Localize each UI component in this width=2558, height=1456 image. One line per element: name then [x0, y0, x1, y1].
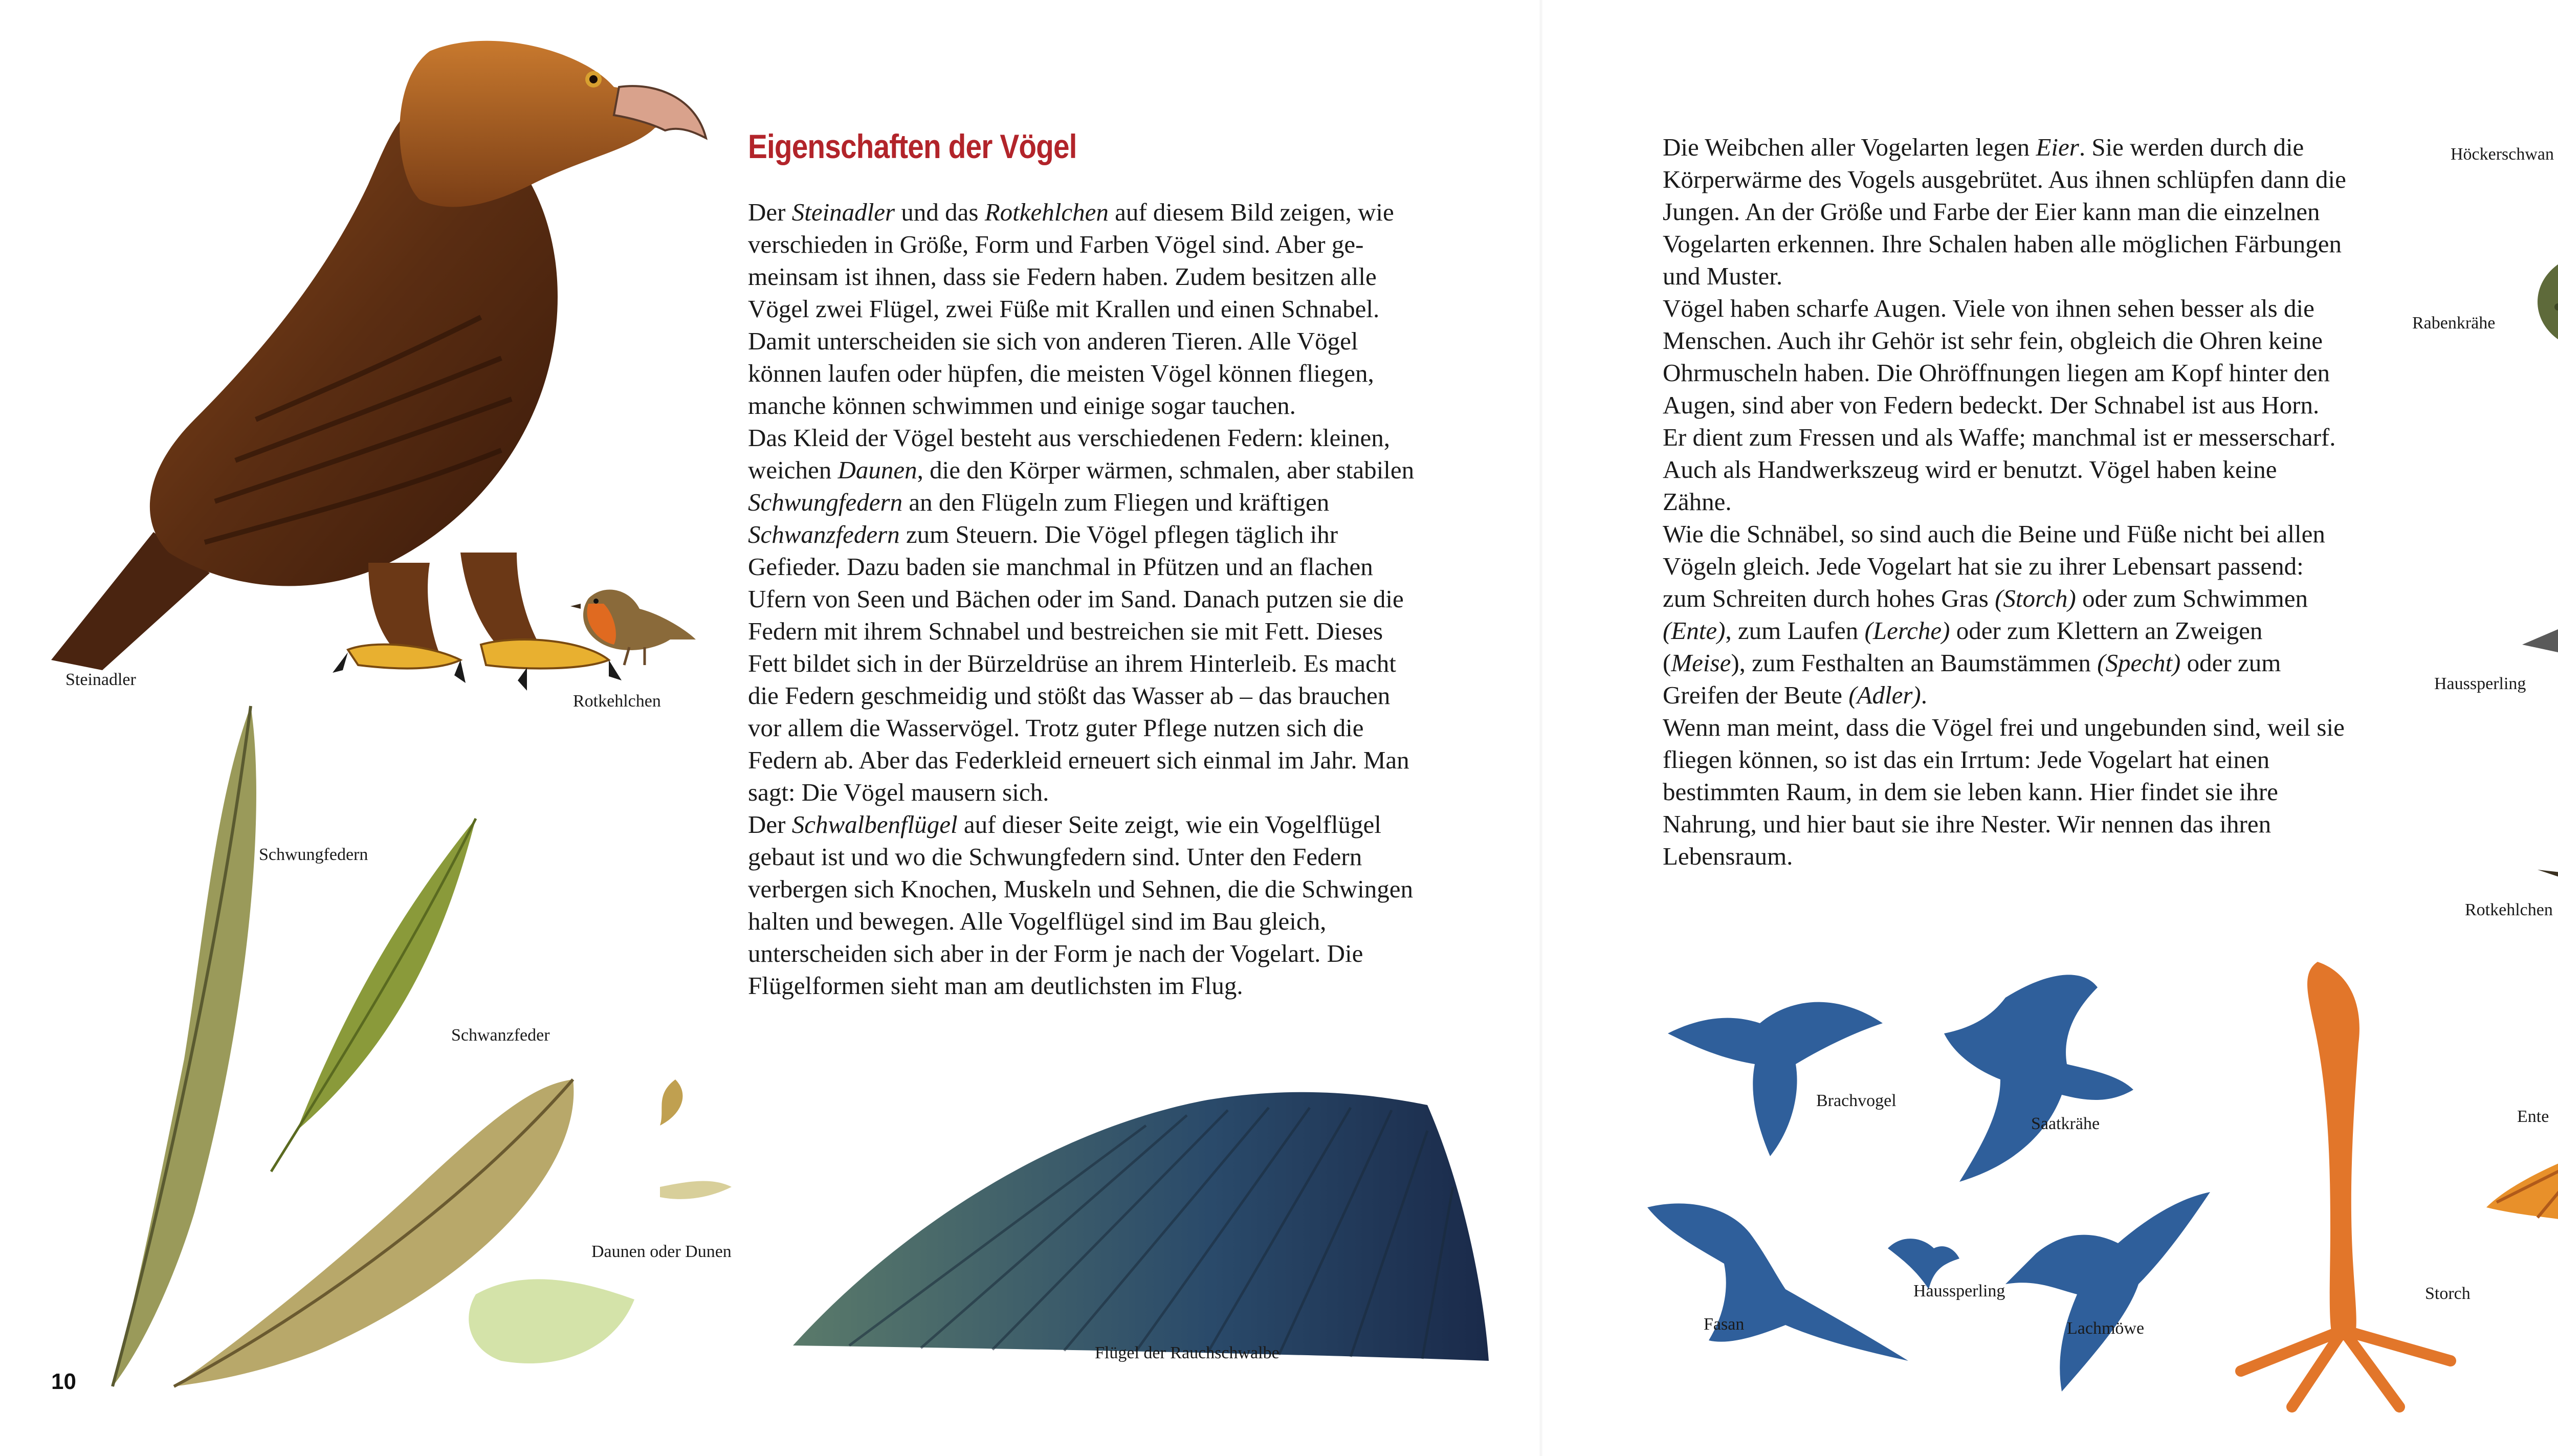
schwanzfeder-label: Schwanzfeder [451, 1026, 550, 1045]
left-body-text [748, 196, 1423, 1002]
daunen-illustration [445, 1064, 793, 1392]
saatkraehe-silhouette [1944, 967, 2138, 1182]
right-paragraph-3: Wie die Schnäbel, so sind auch die Beine und Füße nicht bei allen Vögeln gleich. Jede Vogelart hat sie zu ihrer Lebensart passend: zum Schreiten durch hohes Gras (Storch) oder zum Schwimmen (Ente), zum Laufen (Lerche) oder zum Klettern an Zweigen (Meise), zum Festhalten an Baumstämmen (Specht) oder zum Greifen der Beute (Adler). [1663, 520, 2325, 709]
rotkehlchen-label: Rotkehlchen [573, 692, 661, 711]
haussperling-silhouette [1888, 1233, 1959, 1289]
page-gutter [1539, 0, 1543, 1456]
brachvogel-silhouette [1668, 992, 1893, 1161]
rotkehlchen-kopf-label: Rotkehlchen [2465, 900, 2553, 919]
schwalbenfluegel-illustration [788, 1085, 1494, 1371]
eier-illustration [2527, 67, 2558, 394]
right-paragraph-4: Wenn man meint, dass die Vögel frei und ungebunden sind, weil sie fliegen können, so ist das ein Irrtum: Jede Vogelart hat einen bestimmten Raum, in dem sie leben kann. Hier findet sie ihre Nahrung, und hier baut sie ihre Nester. Wir nennen das ihren Lebensraum. [1663, 713, 2345, 870]
daunen-label: Daunen oder Dunen [591, 1242, 732, 1261]
right-paragraph-2: Vögel haben scharfe Augen. Viele von ihnen sehen besser als die Menschen. Auch ihr Gehör ist sehr fein, obgleich die Ohren keine Ohrmuscheln haben. Die Ohröffnungen liegen am Kopf hinter den Augen, sind aber von Federn bedeckt. Der Schnabel ist aus Horn. Er dient zum Fressen und als Waffe; manchmal ist er messerscharf. Auch als Handwerkszeug wird er benutzt. Vögel haben keine Zähne. [1663, 294, 2336, 516]
lachmoewe-label: Lachmöwe [2067, 1319, 2145, 1338]
page-heading: Eigenschaften der Vögel [748, 127, 1077, 165]
ente-label: Ente [2517, 1107, 2549, 1126]
schwungfedern-label: Schwungfedern [259, 845, 368, 864]
left-paragraph-1: Der Steinadler und das Rotkehlchen auf diesem Bild zeigen, wie verschieden in Größe, Form und Farben Vögel sind. Aber gemeinsam ist ihnen, dass sie Federn haben. Zudem besitzen alle Vögel zwei Flügel, zwei Füße mit Krallen und einen Schnabel. Damit unterscheiden sie sich von anderen Tieren. Alle Vögel können laufen oder hüpfen, die meisten Vögel können fliegen, manche können schwimmen und einige sogar tauchen. [748, 198, 1394, 420]
page-number-left: 10 [51, 1369, 76, 1394]
left-paragraph-2: Das Kleid der Vögel besteht aus verschiedenen Federn: kleinen, weichen Daunen, die den Körper wärmen, schmalen, aber stabilen Schwungfedern an den Flügeln zum Fliegen und kräftigen Schwanzfedern zum Steuern. Die Vögel pflegen täglich ihr Gefieder. Dazu baden sie manchmal in Pfützen und an flachen Ufern von Seen und Bächen oder im Sand. Danach putzen sie die Federn mit ihrem Schnabel und bestreichen sie mit Fett. Dieses Fett bildet sich in der Bürzeldrüse an ihrem Hinterleib. Es macht die Federn geschmeidig und stößt das Wasser ab – das brauchen vor allem die Wasservögel. Trotz guter Pflege nutzen sich die Federn ab. Aber das Federkleid erneuert sich einmal im Jahr. Man sagt: Die Vögel mausern sich. [748, 424, 1415, 806]
right-paragraph-1: Die Weibchen aller Vogelarten legen Eier. Sie werden durch die Körperwärme des Vogels ausgebrütet. Aus ihnen schlüpfen dann die Jungen. An der Größe und Farbe der Eier kann man die einzelnen Vogelarten erkennen. Ihre Schalen haben alle möglichen Färbungen und Muster. [1663, 133, 2346, 290]
haussperling-flug-label: Haussperling [1913, 1282, 2005, 1300]
brachvogel-label: Brachvogel [1816, 1091, 1897, 1110]
hoeckerschwan-label: Höckerschwan [2451, 145, 2554, 164]
storch-bein-illustration [2231, 962, 2456, 1417]
left-paragraph-3: Der Schwalbenflügel auf dieser Seite zeigt, wie ein Vogelflügel gebaut ist und wo die Schwungfedern sind. Unter den Federn verbergen sich Knochen, Muskeln und Sehnen, die die Schwingen halten und bewegen. Alle Vogelflügel sind im Bau gleich, unterscheiden sich aber in der Form je nach der Vogelart. Die Flügelformen sieht man am deutlichsten im Flug. [748, 810, 1414, 1000]
lachmoewe-silhouette [2005, 1192, 2210, 1397]
haussperling-kopf-label: Haussperling [2434, 674, 2526, 693]
rabenkraehe-label: Rabenkrähe [2412, 314, 2496, 333]
storch-label: Storch [2425, 1284, 2471, 1303]
ente-fuss-illustration [2476, 1064, 2558, 1243]
fasan-silhouette [1647, 1197, 1913, 1366]
steinadler-label: Steinadler [65, 670, 136, 689]
fasan-label: Fasan [1704, 1315, 1745, 1334]
rotkehlchen-kopf-illustration [2538, 829, 2558, 957]
haussperling-kopf-illustration [2517, 588, 2558, 721]
saatkraehe-label: Saatkrähe [2031, 1114, 2100, 1133]
right-body-text [1663, 131, 2348, 872]
rotkehlchen-illustration [568, 578, 701, 670]
fluegel-label: Flügel der Rauchschwalbe [1095, 1343, 1280, 1362]
